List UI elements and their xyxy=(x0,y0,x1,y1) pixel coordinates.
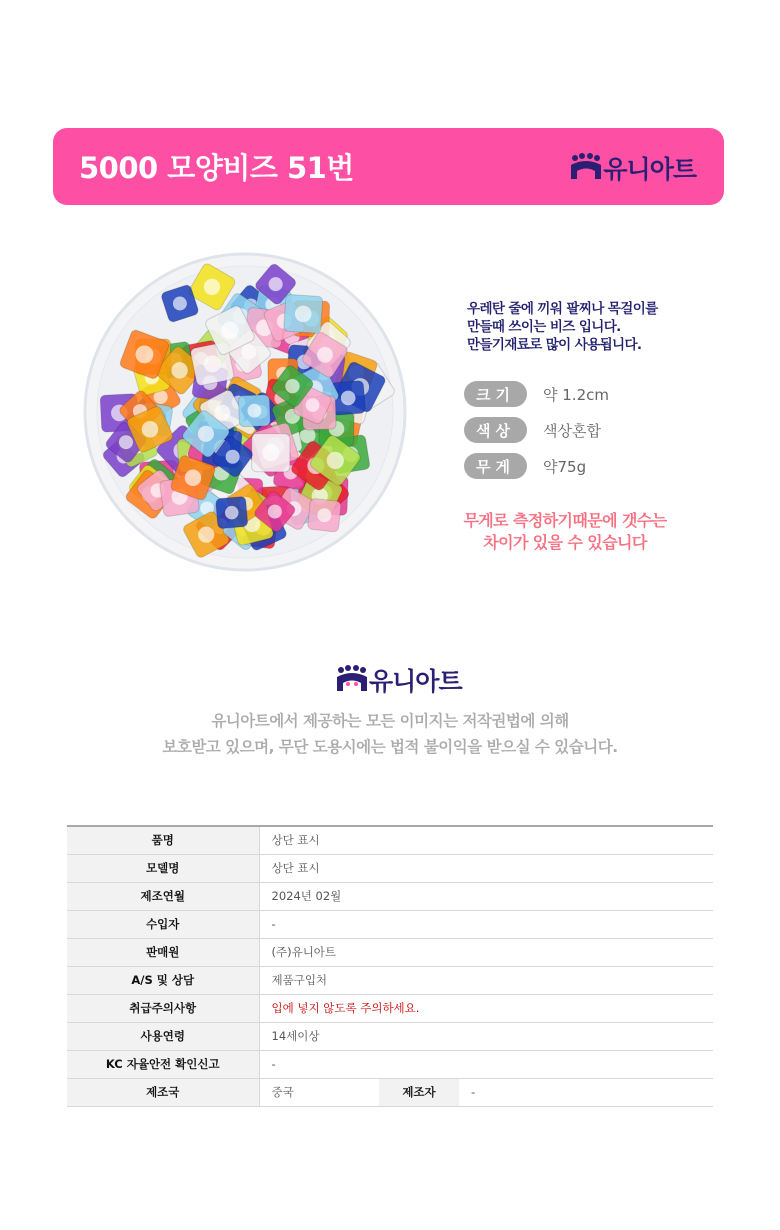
bead-core xyxy=(204,279,220,295)
product-title: 5000 모양비즈 51번 xyxy=(79,151,354,185)
bead-core xyxy=(198,426,214,442)
row-value: - xyxy=(259,910,713,938)
bead-core xyxy=(119,435,133,449)
warning-line: 차이가 있을 수 있습니다 xyxy=(483,533,647,552)
bead-core xyxy=(268,505,282,519)
bead-core xyxy=(285,379,299,393)
bead-core xyxy=(142,421,159,438)
crown-icon xyxy=(335,665,369,695)
table-row xyxy=(67,1050,713,1078)
row-value: - xyxy=(459,1078,713,1106)
table-row xyxy=(67,1022,713,1050)
description-line: 우레탄 줄에 끼워 팔찌나 목걸이를 xyxy=(467,301,658,317)
bead-core xyxy=(241,344,256,359)
description-line: 만들때 쓰이는 비즈 입니다. xyxy=(467,319,621,335)
description-line: 만들기재료로 많이 사용됩니다. xyxy=(467,337,642,353)
copyright-notice xyxy=(0,708,780,760)
row-label: KC 자율안전 확인신고 xyxy=(67,1050,259,1078)
spec-size xyxy=(464,381,609,407)
crown-icon xyxy=(569,153,603,183)
product-description xyxy=(467,300,658,354)
spec-value: 약75g xyxy=(543,457,587,476)
bead-dish-image xyxy=(80,250,410,575)
bead-core xyxy=(247,404,261,418)
bead-core xyxy=(269,277,283,291)
row-label: 제조자 xyxy=(379,1078,459,1106)
row-value: 상단 표시 xyxy=(259,826,713,854)
bead-core xyxy=(136,345,154,363)
footer-logo-text: 유니아트 xyxy=(369,667,462,696)
bead-core xyxy=(214,405,230,421)
row-label: 수입자 xyxy=(67,910,259,938)
row-value: 제품구입처 xyxy=(259,966,713,994)
brand-logo xyxy=(569,150,696,186)
row-value: 2024년 02월 xyxy=(259,882,713,910)
table-row xyxy=(67,826,713,854)
bead-core xyxy=(317,347,333,363)
spec-color xyxy=(464,417,601,443)
row-label: 제조연월 xyxy=(67,882,259,910)
row-value: 14세이상 xyxy=(259,1022,713,1050)
row-label: 판매원 xyxy=(67,938,259,966)
bead-core xyxy=(226,450,240,464)
bead-core xyxy=(204,355,221,372)
product-info-table xyxy=(67,825,713,1107)
bead-core xyxy=(327,452,344,469)
bead-core xyxy=(317,508,331,522)
row-value: 입에 넣지 않도록 주의하세요. xyxy=(259,994,713,1022)
row-value: 상단 표시 xyxy=(259,854,713,882)
row-label: 품명 xyxy=(67,826,259,854)
bead-core xyxy=(262,444,279,461)
spec-label: 무게 xyxy=(464,453,527,479)
brand-logo-text: 유니아트 xyxy=(603,155,696,184)
table-row xyxy=(67,966,713,994)
spec-label: 크기 xyxy=(464,381,527,407)
bead-core xyxy=(171,362,187,378)
weight-warning xyxy=(440,510,690,554)
table-row xyxy=(67,854,713,882)
table-row xyxy=(67,882,713,910)
table-row xyxy=(67,1078,713,1106)
copyright-line: 보호받고 있으며, 무단 도용시에는 법적 불이익을 받으실 수 있습니다. xyxy=(162,738,618,756)
row-label: 사용연령 xyxy=(67,1022,259,1050)
footer-logo xyxy=(335,662,462,698)
bead-core xyxy=(225,506,239,520)
title-banner xyxy=(53,128,724,205)
spec-label: 색상 xyxy=(464,417,527,443)
warning-line: 무게로 측정하기때문에 갯수는 xyxy=(463,511,667,530)
row-value: (주)유니아트 xyxy=(259,938,713,966)
spec-value: 색상혼합 xyxy=(543,421,601,440)
row-label: 취급주의사항 xyxy=(67,994,259,1022)
bead-core xyxy=(173,297,187,311)
row-label: A/S 및 상담 xyxy=(67,966,259,994)
bead-core xyxy=(185,470,201,486)
spec-value: 약 1.2cm xyxy=(543,385,609,404)
spec-weight xyxy=(464,453,586,479)
table-row xyxy=(67,938,713,966)
bead-core xyxy=(341,391,356,406)
row-value: - xyxy=(259,1050,713,1078)
row-value: 중국 xyxy=(259,1078,379,1106)
bead-core xyxy=(198,527,214,543)
table-row xyxy=(67,994,713,1022)
bead-core xyxy=(306,398,320,412)
row-label: 모델명 xyxy=(67,854,259,882)
row-label: 제조국 xyxy=(67,1078,259,1106)
table-row xyxy=(67,910,713,938)
bead-core xyxy=(221,322,238,339)
copyright-line: 유니아트에서 제공하는 모든 이미지는 저작권법에 의해 xyxy=(211,712,569,730)
bead-core xyxy=(295,306,312,323)
